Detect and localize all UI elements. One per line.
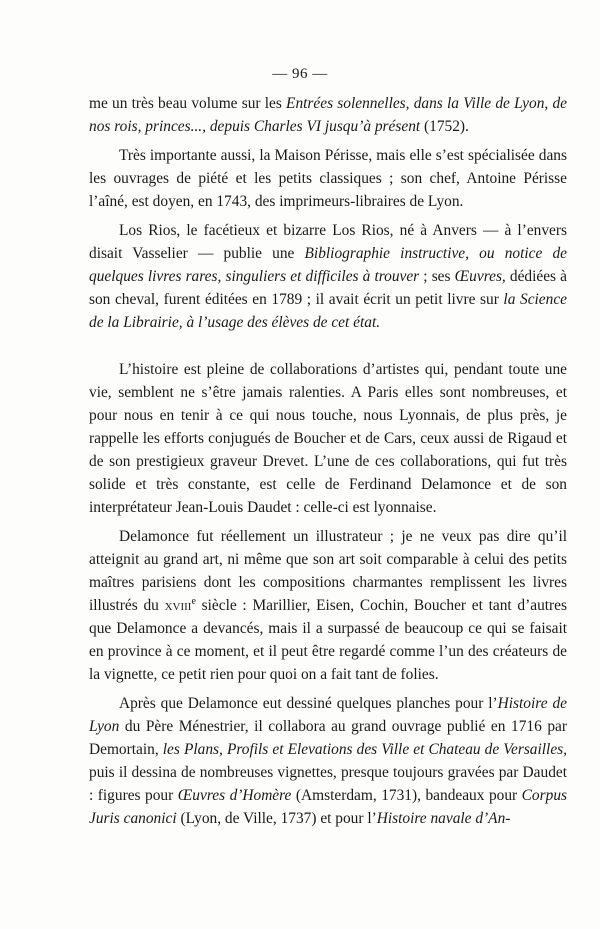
text-run: puis il dessina de nombreuses vignettes, presque toujours gravées par Daudet : figures pour	[89, 764, 567, 804]
text-run: siècle : Marillier, Eisen, Cochin, Boucher et tant d’autres que Delamonce a devancés, mais il a surpassé de beaucoup ce qui se faisait en province à ce moment, et il peut être regardé comme l’un des créateurs de la vignette, ce petit rien pour quoi on a fait tant de folies.	[89, 597, 567, 683]
italic-title: Œuvres,	[454, 268, 506, 285]
text-run: (Amsterdam, 1731), bandeaux pour	[291, 787, 522, 804]
text-run: L’histoire est pleine de collaborations d’artistes qui, pendant toute une vie, semblent ne s’être jamais ralenties. A Paris elles sont nombreuses, et pour nous en tenir à ce qui nous touche, nous Lyonnais, de plus près, je rappelle les efforts conjugués de Boucher et de Cars, ceux aussi de Rigaud et de son prestigieux graveur Drevet. L’une de ces collaborations, qui fut très solide et très constante, est celle de Ferdinand Delamonce et de son interprétateur Jean-Louis Daudet : celle-ci est lyonnaise.	[89, 361, 567, 516]
text-run: Los Rios, le facétieux et bizarre Los Rios, né à Anvers — à l’envers disait Vasselier — publie une	[89, 222, 567, 262]
text-run: du Père Ménestrier, il collabora au grand ouvrage publié en 1716 par Demortain,	[89, 718, 567, 758]
paragraph	[89, 358, 567, 519]
century-numeral: xviii	[164, 597, 192, 614]
paragraph	[89, 692, 567, 830]
text-run: ; ses	[419, 268, 455, 285]
italic-title: la Science de la Librairie, à l’usage des élèves de cet état.	[89, 291, 567, 331]
paragraph	[89, 92, 567, 138]
italic-title: Bibliographie instructive, ou notice de quelques livres rares, singuliers et difficiles à trouver	[89, 245, 567, 285]
text-run: (1752).	[420, 118, 469, 135]
italic-title: les Plans, Profils et Elevations des Ville et Chateau de Versailles,	[162, 741, 567, 758]
text-run: dédiées à son cheval, furent éditées en 1789 ; il avait écrit un petit livre sur	[89, 268, 567, 308]
text-run: Très importante aussi, la Maison Périsse, mais elle s’est spécialisée dans les ouvrages de piété et les petits classiques ; son chef, Antoine Périsse l’aîné, est doyen, en 1743, des imprimeurs-libraires de Lyon.	[89, 147, 567, 210]
italic-title: Entrées solennelles, dans la Ville de Lyon, de nos rois, princes..., depuis Charles VI jusqu’à présent	[89, 95, 567, 135]
page-number: — 96 —	[272, 66, 328, 82]
text-run: Après que Delamonce eut dessiné quelques planches pour l’	[119, 695, 498, 712]
italic-title: Corpus Juris canonici	[89, 787, 568, 827]
paragraph	[89, 219, 567, 334]
text-run: Delamonce fut réellement un illustrateur ; je ne veux pas dire qu’il atteignit au grand art, ni même que son art soit comparable à celui des petits maîtres parisiens dont les compositions charmantes remplissent les livres illustrés du	[89, 528, 567, 614]
paragraph	[89, 525, 567, 686]
italic-title: Histoire de Lyon	[89, 695, 567, 735]
paragraph	[89, 144, 567, 213]
text-run: (Lyon, de Ville, 1737) et pour l’	[176, 810, 377, 827]
italic-title: Histoire navale d’An-	[376, 810, 511, 827]
italic-title: Œuvres d’Homère	[177, 787, 292, 804]
superscript: e	[191, 595, 196, 607]
body-text	[89, 92, 567, 830]
text-run: me un très beau volume sur les	[89, 95, 287, 112]
